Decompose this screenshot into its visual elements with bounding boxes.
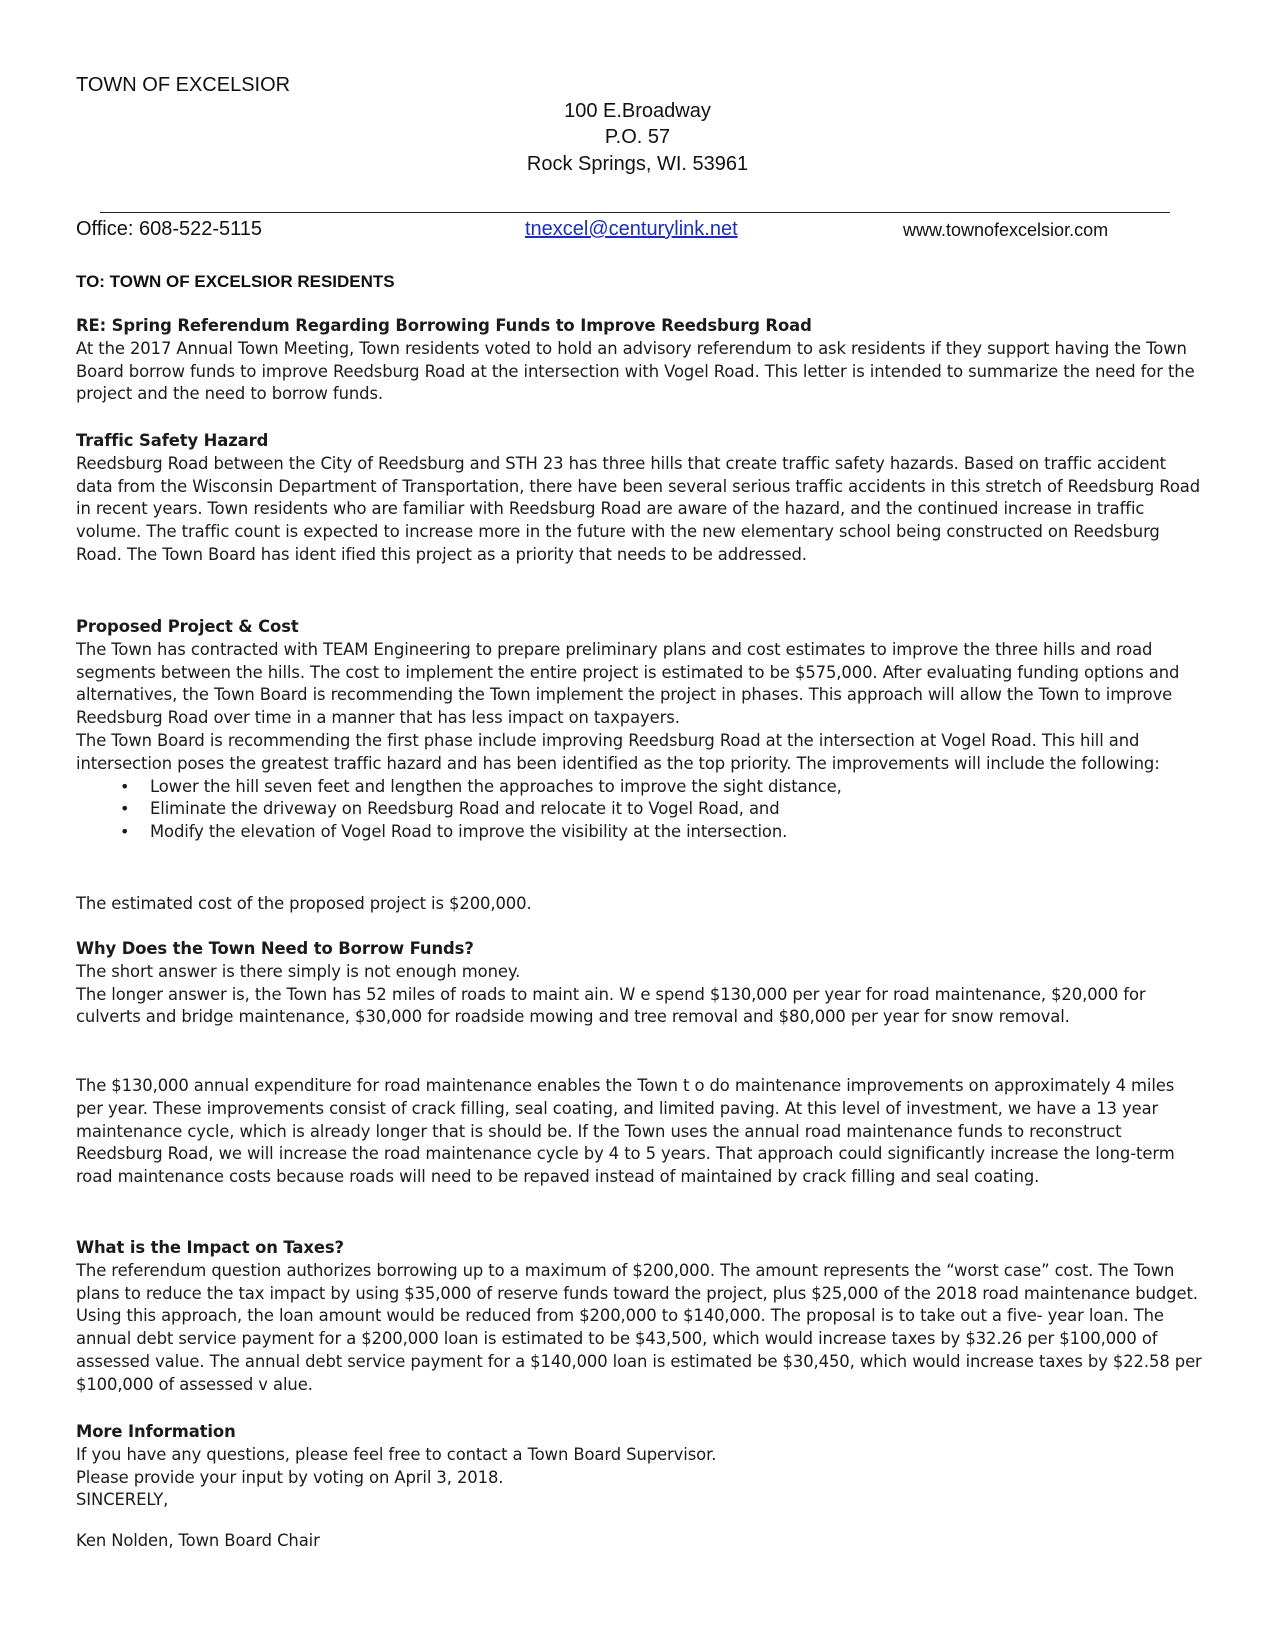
list-item: • Modify the elevation of Vogel Road to improve the visibility at the intersection.	[150, 821, 1206, 844]
address-city: Rock Springs, WI. 53961	[526, 153, 749, 175]
re-heading: RE: Spring Referendum Regarding Borrowing Funds to Improve Reedsburg Road	[76, 316, 812, 335]
town-name: TOWN OF EXCELSIOR	[76, 74, 291, 96]
borrow-heading: Why Does the Town Need to Borrow Funds?	[76, 939, 474, 958]
borrow-body-3: The $130,000 annual expenditure for road maintenance enables the Town t o do maintenance improvements on approximately 4 miles per year. These improvements consist of crack filling, seal coating, and limited paving. At this level of investment, we have a 13 year maintenance cycle, which is already longer that is should be. If the Town uses the annual road maintenance funds to reconstruct Reedsburg Road, we will increase the road maintenance cycle by 4 to 5 years. That approach could significantly increase the long-term road maintenance costs because roads will need to be repaved instead of maintained by crack filling and seal coating.	[76, 1076, 1175, 1187]
hazard-heading: Traffic Safety Hazard	[76, 431, 269, 450]
section-re	[76, 315, 1206, 406]
section-taxes	[76, 1237, 1206, 1397]
project-heading: Proposed Project & Cost	[76, 617, 299, 636]
recipient-line: TO: TOWN OF EXCELSIOR RESIDENTS	[76, 272, 395, 291]
address-po-box: P.O. 57	[604, 126, 671, 148]
project-body-2: The Town Board is recommending the first phase include improving Reedsburg Road at the intersection at Vogel Road. This hill and intersection poses the greatest traffic hazard and has been identified as the top priority. The improvements will include the following:	[76, 730, 1160, 773]
header-divider	[100, 212, 1170, 213]
office-phone: Office: 608-522-5115	[76, 218, 263, 240]
improvement-list	[76, 776, 1206, 844]
list-item: • Lower the hill seven feet and lengthen the approaches to improve the sight distance,	[150, 776, 1206, 799]
re-body: At the 2017 Annual Town Meeting, Town residents voted to hold an advisory referendum to ask residents if they support having the Town Board borrow funds to improve Reedsburg Road at the intersection with Vogel Road. This letter is intended to summarize the need for the project and the need to borrow funds.	[76, 338, 1195, 404]
project-body-1: The Town has contracted with TEAM Engineering to prepare preliminary plans and cost estimates to improve the three hills and road segments between the hills. The cost to implement the entire project is estimated to be $575,000. After evaluating funding options and alternatives, the Town Board is recommending the Town implement the project in phases. This approach will allow the Town to improve Reedsburg Road over time in a manner that has less impact on taxpayers.	[76, 639, 1180, 728]
section-hazard	[76, 430, 1206, 567]
email-link[interactable]: tnexcel@centurylink.net	[525, 218, 738, 240]
section-borrow	[76, 938, 1206, 1029]
info-body-1: If you have any questions, please feel free to contact a Town Board Supervisor.	[76, 1444, 717, 1464]
taxes-heading: What is the Impact on Taxes?	[76, 1238, 344, 1257]
info-body-2: Please provide your input by voting on April 3, 2018.	[76, 1467, 504, 1487]
signature: Ken Nolden, Town Board Chair	[76, 1531, 320, 1550]
borrow-body-1: The short answer is there simply is not enough money.	[76, 961, 521, 981]
section-project	[76, 616, 1206, 844]
hazard-body: Reedsburg Road between the City of Reedsburg and STH 23 has three hills that create traffic safety hazards. Based on traffic accident data from the Wisconsin Department of Transportation, there have been several serious traffic accidents in this stretch of Reedsburg Road in recent years. Town residents who are familiar with Reedsburg Road are aware of the hazard, and the continued increase in traffic volume. The traffic count is expected to increase more in the future with the new elementary school being constructed on Reedsburg Road. The Town Board has ident ified this project as a priority that needs to be addressed.	[76, 453, 1201, 564]
list-item: • Eliminate the driveway on Reedsburg Road and relocate it to Vogel Road, and	[150, 798, 1206, 821]
taxes-body: The referendum question authorizes borrowing up to a maximum of $200,000. The amount represents the “worst case” cost. The Town plans to reduce the tax impact by using $35,000 of reserve funds toward the project, plus $25,000 of the 2018 road maintenance budget. Using this approach, the loan amount would be reduced from $200,000 to $140,000. The proposal is to take out a five- year loan. The annual debt service payment for a $200,000 loan is estimated to be $43,500, which would increase taxes by $32.26 per $100,000 of assessed value. The annual debt service payment for a $140,000 loan is estimated be $30,450, which would increase taxes by $22.58 per $100,000 of assessed v alue.	[76, 1260, 1202, 1394]
project-cost: The estimated cost of the proposed project is $200,000.	[76, 894, 532, 913]
info-heading: More Information	[76, 1422, 236, 1441]
website-text: www.townofexcelsior.com	[903, 220, 1109, 240]
closing: SINCERELY,	[76, 1490, 169, 1510]
borrow-body-2: The longer answer is, the Town has 52 miles of roads to maint ain. W e spend $130,000 per year for road maintenance, $20,000 for culverts and bridge maintenance, $30,000 for roadside mowing and tree removal and $80,000 per year for snow removal.	[76, 984, 1146, 1027]
section-info	[76, 1421, 1206, 1512]
address-street: 100 E.Broadway	[564, 100, 711, 122]
